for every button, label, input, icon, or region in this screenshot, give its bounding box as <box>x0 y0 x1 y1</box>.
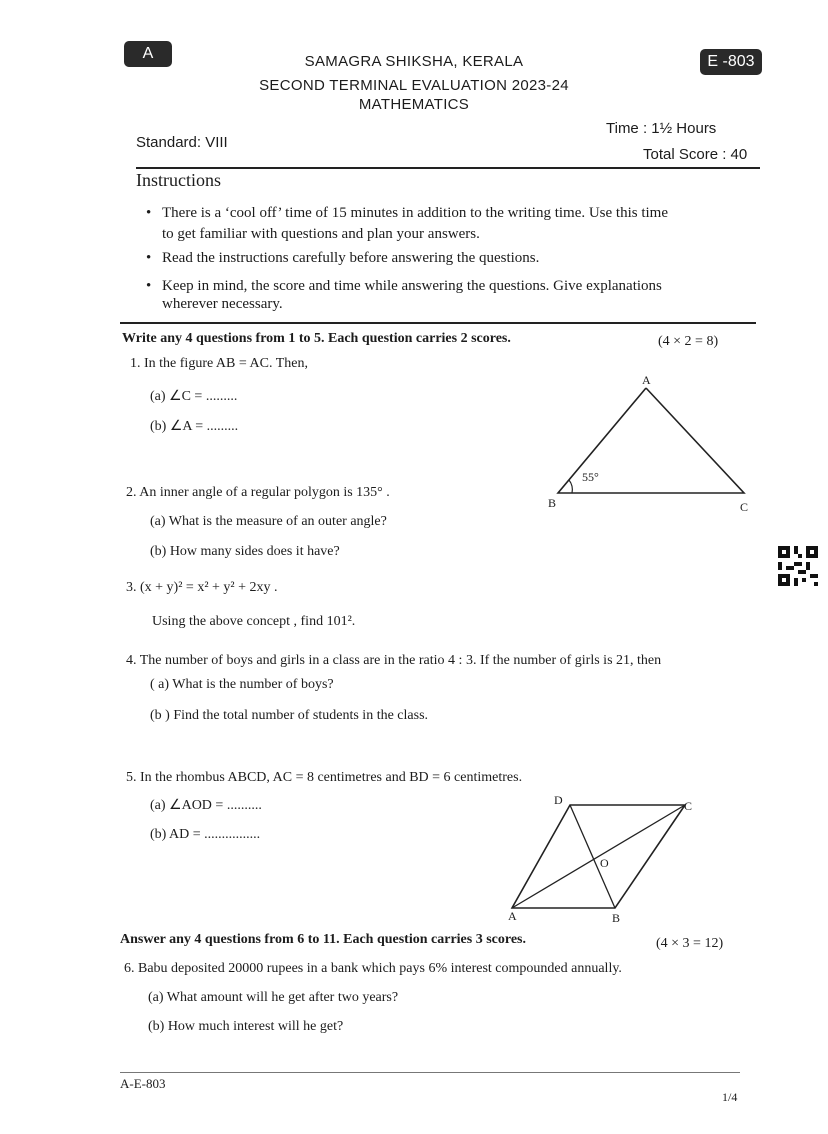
question-3: 3. (x + y)² = x² + y² + 2xy . <box>126 580 278 595</box>
question-2b: (b) How many sides does it have? <box>150 544 340 559</box>
instructions-divider <box>120 322 756 324</box>
question-6a: (a) What amount will he get after two years? <box>148 990 399 1005</box>
instructions-title: Instructions <box>136 170 221 190</box>
question-4: 4. The number of boys and girls in a class are in the ratio 4 : 3. If the number of girls is 21, then <box>126 653 662 668</box>
header-line-2: SECOND TERMINAL EVALUATION 2023-24 <box>259 77 569 94</box>
paper-code-badge: E -803 <box>700 49 762 75</box>
question-2a: (a) What is the measure of an outer angle? <box>150 514 387 529</box>
question-5b: (b) AD = ................ <box>150 827 261 842</box>
vertex-label-c: C <box>684 799 693 813</box>
vertex-label-a: A <box>642 373 651 387</box>
vertex-label-b: B <box>548 496 557 510</box>
question-2: 2. An inner angle of a regular polygon is 135° . <box>126 485 390 500</box>
instruction-item: • Keep in mind, the score and time while answering the questions. Give explanations <box>162 278 662 295</box>
footer-code: A-E-803 <box>120 1076 166 1091</box>
diagonal-ac <box>512 805 685 908</box>
header-divider <box>136 167 760 169</box>
center-label-o: O <box>600 856 609 870</box>
vertex-label-a: A <box>508 909 517 923</box>
instruction-item-cont: wherever necessary. <box>162 296 283 312</box>
qr-code <box>778 546 818 586</box>
angle-arc <box>569 480 572 493</box>
question-1b: (b) ∠A = ......... <box>150 419 239 434</box>
vertex-label-c: C <box>740 500 749 514</box>
header-line-3: MATHEMATICS <box>358 96 470 113</box>
question-5a: (a) ∠AOD = .......... <box>150 798 262 813</box>
question-5: 5. In the rhombus ABCD, AC = 8 centimetres and BD = 6 centimetres. <box>126 770 523 785</box>
question-4b: (b ) Find the total number of students in the class. <box>150 708 429 723</box>
section-1-marks: (4 × 2 = 8) <box>658 334 719 349</box>
standard-label: Standard: VIII <box>136 134 228 151</box>
instruction-item: • Read the instructions carefully before answering the questions. <box>162 250 539 267</box>
question-1: 1. In the figure AB = AC. Then, <box>130 356 308 371</box>
total-score: Total Score : 40 <box>643 146 748 163</box>
header-line-1: SAMAGRA SHIKSHA, KERALA <box>304 53 524 70</box>
section-1-heading: Write any 4 questions from 1 to 5. Each question carries 2 scores. <box>122 331 511 346</box>
section-2-marks: (4 × 3 = 12) <box>656 936 724 951</box>
instruction-item: • There is a ‘cool off’ time of 15 minutes in addition to the writing time. Use this time <box>162 205 668 222</box>
instruction-item-cont: to get familiar with questions and plan your answers. <box>162 226 480 242</box>
page-number: 1/4 <box>722 1090 738 1104</box>
question-4a: ( a) What is the number of boys? <box>150 677 334 692</box>
vertex-label-d: D <box>554 793 563 807</box>
question-1a: (a) ∠C = ......... <box>150 389 238 404</box>
question-6: 6. Babu deposited 20000 rupees in a bank which pays 6% interest compounded annually. <box>124 961 622 976</box>
vertex-label-b: B <box>612 911 621 925</box>
angle-label: 55° <box>582 470 599 484</box>
set-letter-badge: A <box>124 41 172 67</box>
section-2-heading: Answer any 4 questions from 6 to 11. Each question carries 3 scores. <box>120 932 526 947</box>
question-6b: (b) How much interest will he get? <box>148 1019 344 1034</box>
footer-divider <box>120 1072 740 1073</box>
triangle-figure <box>540 368 760 518</box>
question-3-sub: Using the above concept , find 101². <box>152 614 356 629</box>
time-info: Time : 1½ Hours <box>606 120 717 137</box>
